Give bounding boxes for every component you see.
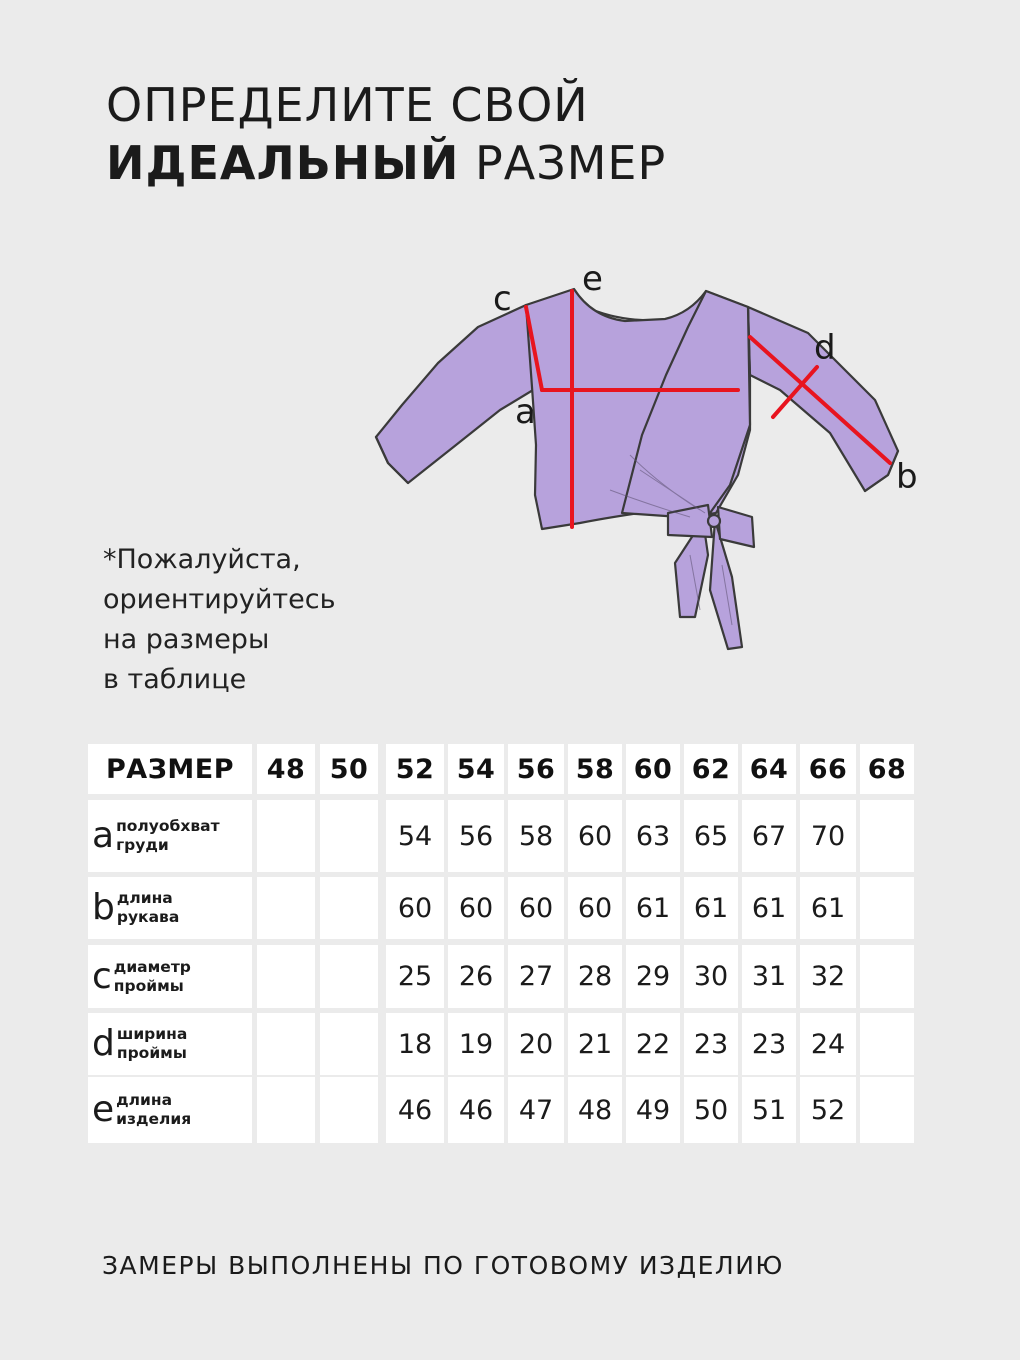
measure-label-cell (88, 1077, 252, 1143)
measure-letter: e (92, 1089, 115, 1130)
garment-measurement-diagram (360, 255, 940, 655)
measure-description-line-1: длина (116, 1091, 173, 1109)
value-cell: 61 (684, 877, 738, 939)
tie-knot (708, 515, 720, 527)
value-cell: 58 (508, 800, 564, 872)
size-header-cell: 54 (448, 744, 504, 794)
measure-description-line-2: проймы (116, 1044, 187, 1062)
value-cell (257, 1013, 315, 1075)
value-cell: 61 (742, 877, 796, 939)
measure-description (116, 1091, 191, 1129)
value-cell: 50 (684, 1077, 738, 1143)
label-d: d (814, 328, 836, 368)
value-cell: 23 (684, 1013, 738, 1075)
value-cell: 49 (626, 1077, 680, 1143)
value-cell (320, 800, 378, 872)
measure-description (114, 958, 191, 996)
value-cell (257, 877, 315, 939)
measure-letter: d (92, 1023, 115, 1064)
value-cell: 60 (568, 877, 622, 939)
page-title-line-1: ОПРЕДЕЛИТЕ СВОЙ (106, 78, 589, 132)
size-header-cell: 60 (626, 744, 680, 794)
note-line-3: на размеры (103, 624, 270, 655)
value-cell: 56 (448, 800, 504, 872)
measure-label-cell (88, 877, 252, 939)
label-e: e (582, 259, 603, 299)
value-cell: 19 (448, 1013, 504, 1075)
note-line-2: ориентируйтесь (103, 584, 336, 615)
value-cell: 46 (448, 1077, 504, 1143)
size-header-cell: 48 (257, 744, 315, 794)
value-cell: 29 (626, 945, 680, 1008)
value-cell: 23 (742, 1013, 796, 1075)
measure-description (116, 817, 220, 855)
value-cell (320, 877, 378, 939)
title-rest-word: РАЗМЕР (475, 136, 667, 190)
value-cell: 30 (684, 945, 738, 1008)
value-cell: 26 (448, 945, 504, 1008)
measure-label-cell (88, 945, 252, 1008)
value-cell: 21 (568, 1013, 622, 1075)
value-cell: 48 (568, 1077, 622, 1143)
size-header-cell: 64 (742, 744, 796, 794)
size-header-cell: 52 (386, 744, 444, 794)
value-cell: 31 (742, 945, 796, 1008)
size-note (103, 540, 336, 700)
measure-letter: b (92, 887, 115, 928)
value-cell (860, 1077, 914, 1143)
measure-label-cell (88, 800, 252, 872)
value-cell (860, 800, 914, 872)
value-cell (860, 877, 914, 939)
label-c: c (493, 279, 512, 319)
measure-letter: a (92, 815, 115, 856)
value-cell: 52 (800, 1077, 856, 1143)
value-cell: 61 (800, 877, 856, 939)
note-line-4: в таблице (103, 664, 247, 695)
value-cell: 70 (800, 800, 856, 872)
measure-description (117, 1025, 187, 1063)
page-title-line-2 (106, 136, 667, 190)
value-cell: 32 (800, 945, 856, 1008)
measure-description (117, 889, 179, 927)
value-cell (320, 1077, 378, 1143)
measure-description-line-2: проймы (113, 976, 184, 995)
size-header-cell: 58 (568, 744, 622, 794)
value-cell: 60 (568, 800, 622, 872)
value-cell: 22 (626, 1013, 680, 1075)
value-cell: 27 (508, 945, 564, 1008)
measure-description-line-2: изделия (116, 1110, 192, 1128)
value-cell (257, 945, 315, 1008)
size-header-cell: 62 (684, 744, 738, 794)
left-sleeve (376, 305, 538, 483)
value-cell (320, 1013, 378, 1075)
size-header-cell: 56 (508, 744, 564, 794)
value-cell: 61 (626, 877, 680, 939)
measure-description-line-1: диаметр (113, 957, 191, 976)
value-cell: 60 (448, 877, 504, 939)
measure-description-line-1: длина (116, 889, 173, 907)
value-cell: 51 (742, 1077, 796, 1143)
value-cell: 60 (386, 877, 444, 939)
tie-bow-right (718, 507, 754, 547)
value-cell (860, 1013, 914, 1075)
value-cell: 60 (508, 877, 564, 939)
size-header-cell: 50 (320, 744, 378, 794)
value-cell (860, 945, 914, 1008)
size-header-cell: 68 (860, 744, 914, 794)
value-cell: 54 (386, 800, 444, 872)
value-cell: 63 (626, 800, 680, 872)
value-cell: 28 (568, 945, 622, 1008)
size-header-cell: 66 (800, 744, 856, 794)
value-cell: 65 (684, 800, 738, 872)
value-cell (320, 945, 378, 1008)
label-a: a (515, 392, 536, 432)
measure-letter: c (92, 955, 112, 997)
value-cell (257, 1077, 315, 1143)
value-cell: 24 (800, 1013, 856, 1075)
note-line-1: *Пожалуйста, (103, 544, 301, 575)
measure-description-line-1: полуобхват (116, 817, 220, 835)
value-cell: 25 (386, 945, 444, 1008)
table-header-label: РАЗМЕР (88, 744, 252, 794)
value-cell: 20 (508, 1013, 564, 1075)
measure-description-line-2: рукава (116, 908, 180, 926)
value-cell: 46 (386, 1077, 444, 1143)
measure-description-line-1: ширина (116, 1025, 188, 1043)
measure-description-line-2: груди (116, 836, 169, 854)
value-cell: 67 (742, 800, 796, 872)
value-cell (257, 800, 315, 872)
measure-label-cell (88, 1013, 252, 1075)
label-b: b (896, 457, 918, 497)
footer-note: ЗАМЕРЫ ВЫПОЛНЕНЫ ПО ГОТОВОМУ ИЗДЕЛИЮ (102, 1251, 784, 1280)
value-cell: 47 (508, 1077, 564, 1143)
title-bold-word: ИДЕАЛЬНЫЙ (106, 136, 460, 190)
value-cell: 18 (386, 1013, 444, 1075)
